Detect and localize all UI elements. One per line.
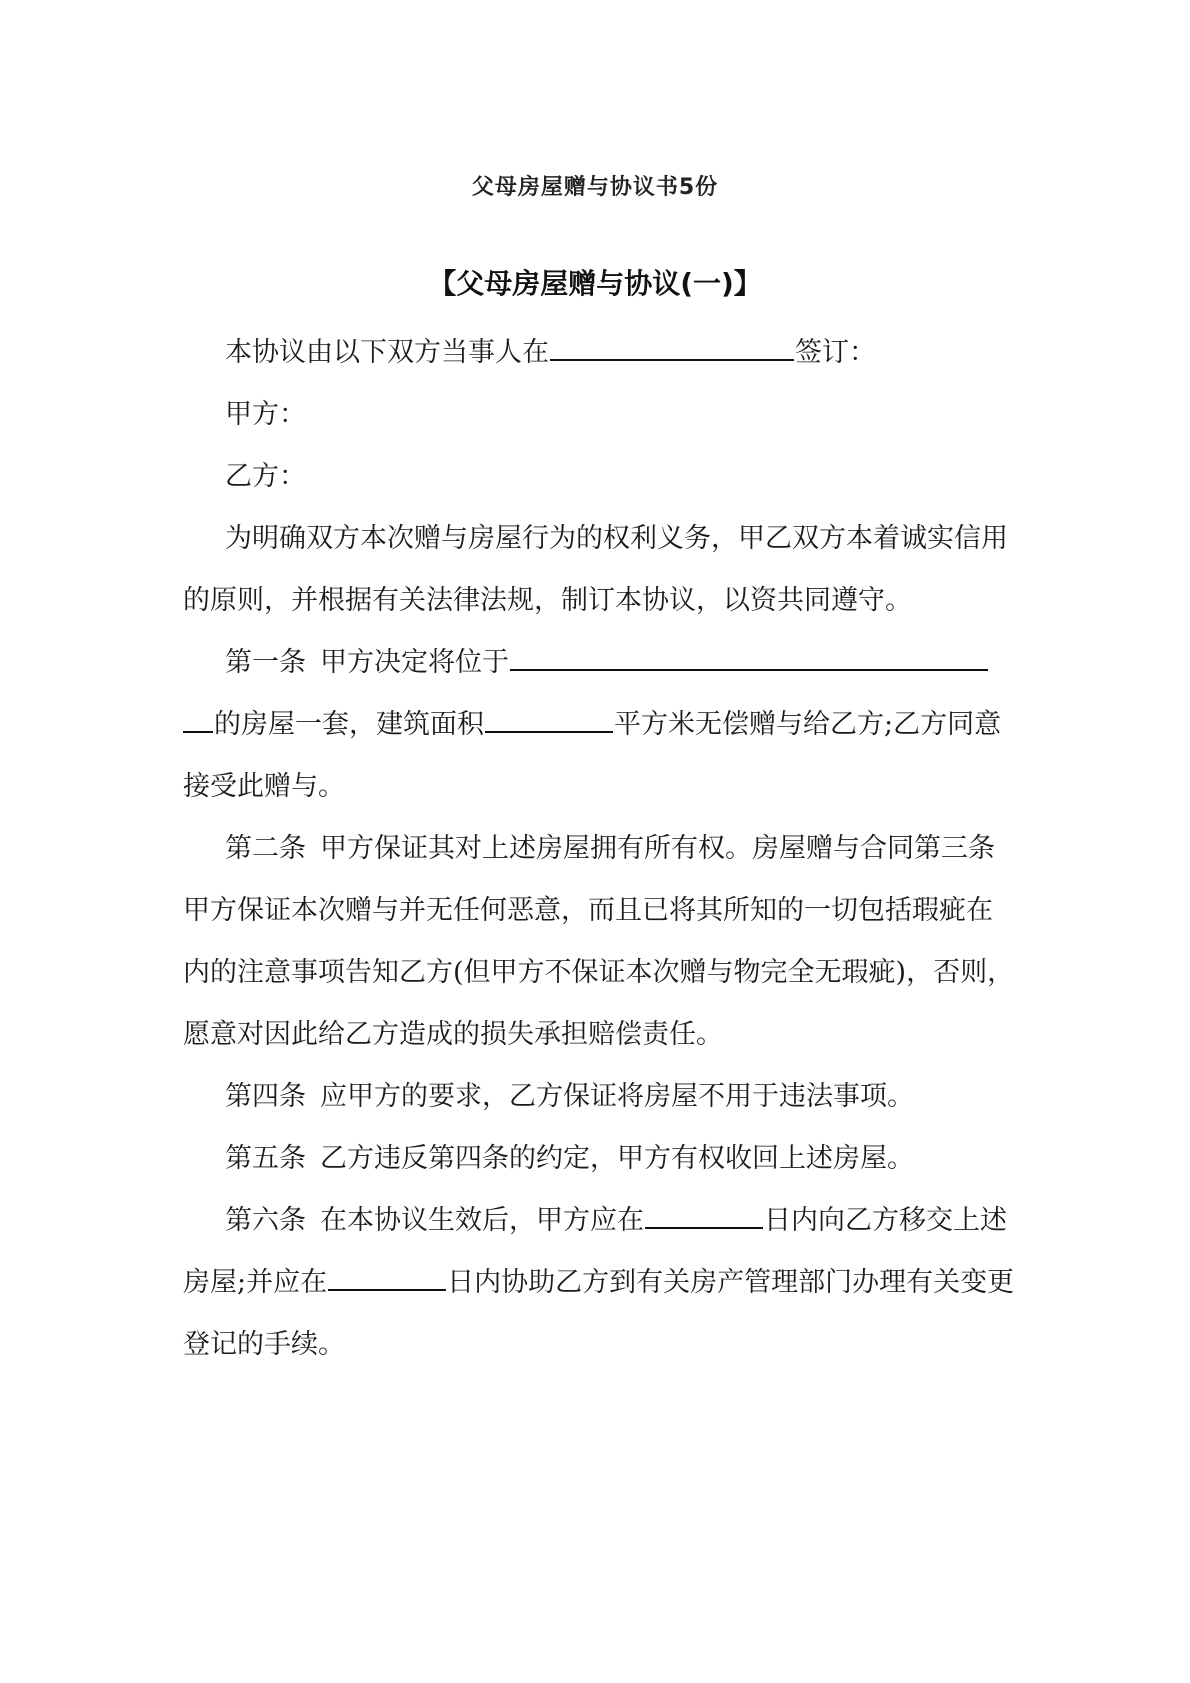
purpose-paragraph: 为明确双方本次赠与房屋行为的权利义务，甲乙双方本着诚实信用的原则，并根据有关法律法规，制订本协议，以资共同遵守。 (183, 523, 1008, 616)
article-4-label: 第四条 (225, 1081, 306, 1112)
intro-paragraph (183, 322, 1016, 384)
intro-text: 本协议由以下双方当事人在 (225, 337, 549, 368)
article-1-text-2: 的房屋一套，建筑面积 (214, 709, 484, 740)
article-1-text: 甲方决定将位于 (320, 647, 509, 678)
article-1-text-3: 平方米无偿赠与给乙方;乙方同意接受此赠与。 (183, 709, 1002, 802)
article-4-text: 应甲方的要求，乙方保证将房屋不用于违法事项。 (320, 1081, 914, 1112)
article-2-label: 第二条 (225, 833, 306, 864)
article-5-label: 第五条 (225, 1143, 306, 1174)
party-a-line: 甲方： (225, 399, 306, 430)
article-6-paragraph (183, 1190, 1016, 1376)
article-5-text: 乙方违反第四条的约定，甲方有权收回上述房屋。 (320, 1143, 914, 1174)
article-5-paragraph (183, 1128, 1016, 1190)
article-4-paragraph (183, 1066, 1016, 1128)
article-6-text: 在本协议生效后，甲方应在 (320, 1205, 644, 1236)
intro-text-end: 签订： (795, 337, 876, 368)
location-blank-continued (183, 699, 213, 733)
article-2-text: 甲方保证其对上述房屋拥有所有权。房屋赠与合同第三条 甲方保证本次赠与并无任何恶意，而且已将其所知的一切包括瑕疵在内的注意事项告知乙方(但甲方不保证本次赠与物完全无瑕疵)，否则，愿意对因此给乙方造成的损失承担赔偿责任。 (183, 833, 1015, 1050)
handover-days-blank (645, 1195, 763, 1229)
section-title: 【父母房屋赠与协议(一)】 (428, 267, 762, 300)
article-1-label: 第一条 (225, 647, 306, 678)
article-1-paragraph (183, 632, 1016, 818)
area-blank (485, 699, 613, 733)
article-2-paragraph (183, 818, 1016, 1066)
party-b-line: 乙方： (225, 461, 306, 492)
document-body (183, 322, 1016, 1376)
signing-place-blank (550, 327, 794, 361)
article-6-text-2: 日内向乙方移交上述房屋;并应在 (183, 1205, 1007, 1298)
article-6-label: 第六条 (225, 1205, 306, 1236)
location-blank (510, 637, 988, 671)
document-title: 父母房屋赠与协议书5份 (471, 175, 719, 200)
article-6-text-3: 日内协助乙方到有关房产管理部门办理有关变更登记的手续。 (183, 1267, 1015, 1360)
registration-days-blank (328, 1257, 446, 1291)
